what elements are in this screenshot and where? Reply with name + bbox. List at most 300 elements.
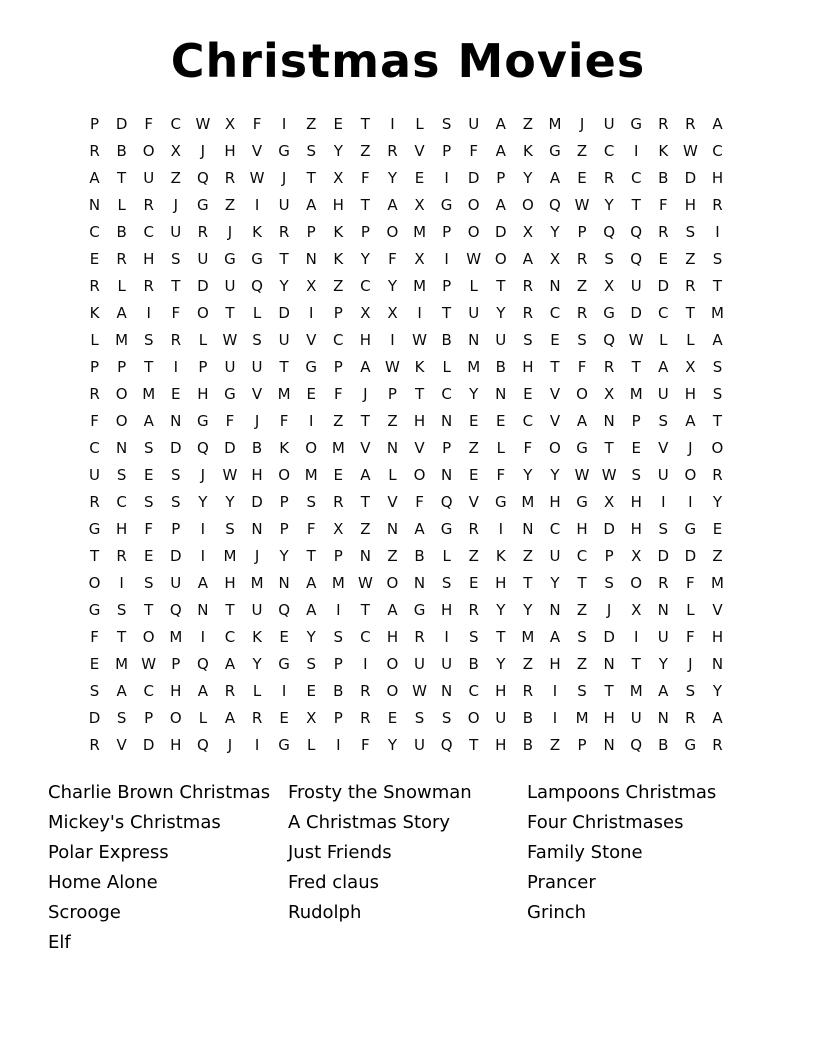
- grid-cell: Y: [496, 655, 506, 673]
- word-list-item: Family Stone: [527, 842, 643, 863]
- grid-cell: T: [631, 655, 641, 673]
- grid-cell: X: [603, 385, 615, 403]
- grid-cell: S: [116, 601, 127, 619]
- grid-cell: I: [363, 655, 368, 673]
- grid-cell: T: [550, 358, 560, 376]
- grid-cell: C: [549, 304, 561, 322]
- grid-cell: K: [279, 439, 290, 457]
- grid-cell: F: [306, 520, 316, 538]
- grid-cell: Q: [251, 277, 263, 295]
- grid-cell: W: [601, 466, 617, 484]
- grid-cell: Z: [468, 547, 479, 565]
- grid-cell: Y: [252, 655, 262, 673]
- grid-cell: Q: [549, 196, 561, 214]
- grid-cell: A: [712, 709, 723, 727]
- grid-cell: D: [224, 439, 236, 457]
- grid-cell: P: [442, 277, 452, 295]
- grid-cell: R: [89, 142, 100, 160]
- grid-cell: V: [549, 412, 561, 430]
- grid-cell: E: [171, 385, 181, 403]
- grid-cell: A: [685, 412, 696, 430]
- grid-cell: I: [200, 547, 206, 565]
- grid-cell: O: [630, 574, 643, 592]
- grid-cell: L: [252, 682, 262, 700]
- grid-cell: M: [115, 331, 129, 349]
- grid-cell: G: [576, 493, 588, 511]
- grid-cell: A: [495, 196, 506, 214]
- grid-cell: T: [144, 601, 154, 619]
- grid-cell: H: [630, 520, 642, 538]
- grid-cell: S: [468, 628, 479, 646]
- grid-cell: W: [574, 196, 590, 214]
- grid-cell: F: [361, 736, 370, 754]
- grid-cell: U: [495, 331, 507, 349]
- grid-cell: E: [712, 520, 723, 538]
- grid-cell: M: [250, 574, 264, 592]
- grid-cell: X: [631, 547, 642, 565]
- grid-cell: S: [685, 682, 696, 700]
- grid-cell: N: [549, 601, 561, 619]
- grid-cell: F: [171, 304, 181, 322]
- grid-cell: I: [417, 304, 422, 322]
- grid-cell: T: [496, 277, 506, 295]
- grid-cell: R: [685, 709, 696, 727]
- word-list-item: Grinch: [527, 902, 587, 923]
- grid-cell: E: [333, 466, 344, 484]
- grid-cell: S: [712, 250, 723, 268]
- grid-cell: D: [630, 304, 642, 322]
- grid-cell: P: [144, 709, 154, 727]
- grid-cell: E: [143, 547, 154, 565]
- grid-cell: I: [444, 169, 449, 187]
- grid-cell: Y: [387, 277, 398, 295]
- grid-cell: R: [251, 709, 263, 727]
- grid-cell: B: [414, 547, 425, 565]
- grid-cell: Z: [333, 277, 344, 295]
- grid-cell: S: [171, 250, 181, 268]
- grid-cell: O: [549, 439, 561, 457]
- grid-cell: S: [306, 493, 316, 511]
- grid-cell: Q: [630, 736, 643, 754]
- grid-cell: O: [684, 466, 697, 484]
- grid-cell: Y: [712, 682, 723, 700]
- grid-cell: T: [225, 304, 235, 322]
- grid-cell: Y: [550, 574, 560, 592]
- grid-cell: U: [224, 358, 236, 376]
- grid-cell: T: [225, 601, 235, 619]
- word-list-item: Prancer: [527, 872, 596, 893]
- grid-cell: G: [197, 196, 209, 214]
- grid-cell: S: [577, 682, 587, 700]
- grid-cell: Y: [360, 250, 370, 268]
- grid-cell: R: [143, 277, 154, 295]
- grid-cell: C: [712, 142, 723, 160]
- grid-cell: O: [169, 709, 182, 727]
- grid-cell: X: [603, 493, 615, 511]
- grid-cell: C: [603, 142, 615, 160]
- grid-cell: T: [117, 628, 127, 646]
- grid-cell: A: [658, 358, 669, 376]
- grid-cell: I: [254, 736, 260, 754]
- grid-cell: N: [495, 385, 507, 403]
- grid-cell: G: [278, 655, 290, 673]
- grid-cell: G: [684, 736, 697, 754]
- grid-cell: S: [577, 628, 587, 646]
- grid-cell: M: [521, 493, 535, 511]
- grid-cell: V: [414, 439, 425, 457]
- grid-cell: J: [254, 412, 260, 430]
- grid-cell: T: [360, 115, 370, 133]
- grid-cell: L: [198, 709, 208, 727]
- grid-cell: W: [628, 331, 644, 349]
- grid-cell: N: [549, 277, 561, 295]
- grid-cell: J: [688, 655, 693, 673]
- grid-cell: X: [414, 250, 425, 268]
- grid-cell: P: [90, 358, 100, 376]
- grid-cell: H: [170, 682, 182, 700]
- grid-cell: Y: [225, 493, 235, 511]
- grid-cell: K: [333, 250, 344, 268]
- grid-cell: N: [711, 655, 724, 673]
- grid-cell: S: [143, 574, 154, 592]
- grid-cell: B: [116, 142, 127, 160]
- grid-cell: C: [170, 115, 182, 133]
- grid-cell: I: [254, 196, 260, 214]
- grid-cell: I: [390, 331, 395, 349]
- grid-cell: U: [414, 655, 426, 673]
- grid-cell: Q: [630, 250, 643, 268]
- grid-cell: U: [89, 466, 101, 484]
- grid-cell: M: [115, 655, 129, 673]
- grid-cell: E: [333, 115, 344, 133]
- grid-cell: P: [442, 223, 452, 241]
- grid-cell: E: [143, 466, 154, 484]
- grid-cell: X: [170, 142, 181, 160]
- grid-cell: B: [333, 682, 344, 700]
- grid-cell: U: [441, 655, 453, 673]
- grid-cell: H: [224, 574, 236, 592]
- grid-cell: G: [413, 601, 426, 619]
- grid-cell: S: [441, 709, 452, 727]
- grid-cell: C: [522, 412, 534, 430]
- grid-cell: Z: [522, 655, 533, 673]
- grid-cell: Z: [576, 277, 588, 295]
- grid-cell: E: [550, 331, 560, 349]
- grid-cell: U: [224, 277, 236, 295]
- grid-cell: R: [522, 304, 534, 322]
- grid-cell: L: [198, 331, 208, 349]
- grid-cell: H: [711, 169, 724, 187]
- grid-cell: P: [171, 655, 181, 673]
- grid-cell: I: [390, 115, 395, 133]
- grid-cell: M: [331, 439, 345, 457]
- grid-cell: D: [467, 169, 480, 187]
- grid-cell: N: [441, 466, 453, 484]
- grid-cell: R: [89, 277, 100, 295]
- grid-cell: E: [468, 412, 479, 430]
- grid-cell: L: [388, 466, 397, 484]
- grid-cell: T: [712, 277, 723, 295]
- grid-cell: E: [468, 574, 479, 592]
- grid-cell: P: [333, 655, 343, 673]
- grid-cell: U: [549, 547, 561, 565]
- grid-cell: Z: [224, 196, 236, 214]
- grid-cell: W: [574, 466, 590, 484]
- grid-cell: W: [466, 250, 482, 268]
- grid-cell: T: [89, 547, 100, 565]
- grid-cell: W: [385, 358, 400, 376]
- grid-cell: S: [712, 358, 723, 376]
- grid-cell: H: [495, 736, 507, 754]
- grid-cell: Q: [603, 331, 616, 349]
- grid-cell: D: [88, 709, 101, 727]
- grid-cell: D: [495, 223, 507, 241]
- grid-cell: T: [306, 547, 316, 565]
- grid-cell: S: [306, 142, 316, 160]
- grid-cell: G: [224, 385, 236, 403]
- grid-cell: Z: [468, 439, 479, 457]
- grid-cell: E: [279, 628, 289, 646]
- grid-cell: R: [333, 493, 344, 511]
- grid-cell: X: [306, 709, 317, 727]
- grid-cell: U: [170, 574, 182, 592]
- grid-cell: T: [496, 628, 506, 646]
- grid-cell: V: [251, 142, 263, 160]
- grid-cell: B: [658, 169, 669, 187]
- grid-cell: C: [441, 385, 452, 403]
- grid-cell: Y: [387, 169, 398, 187]
- grid-cell: N: [197, 601, 209, 619]
- grid-cell: B: [658, 736, 669, 754]
- grid-cell: E: [414, 169, 425, 187]
- grid-cell: N: [386, 439, 399, 457]
- grid-cell: F: [144, 520, 154, 538]
- grid-cell: S: [143, 439, 154, 457]
- grid-cell: O: [386, 223, 399, 241]
- grid-cell: E: [306, 385, 316, 403]
- grid-cell: M: [169, 628, 183, 646]
- grid-cell: R: [89, 385, 100, 403]
- grid-cell: C: [576, 547, 588, 565]
- grid-cell: S: [89, 682, 100, 700]
- grid-cell: S: [171, 466, 181, 484]
- grid-cell: U: [170, 223, 182, 241]
- grid-cell: I: [308, 304, 314, 322]
- grid-cell: Y: [658, 655, 668, 673]
- grid-cell: R: [116, 547, 127, 565]
- grid-cell: F: [415, 493, 424, 511]
- grid-cell: G: [224, 250, 236, 268]
- grid-cell: R: [576, 250, 588, 268]
- grid-cell: S: [333, 628, 344, 646]
- grid-cell: E: [306, 682, 316, 700]
- grid-cell: F: [388, 250, 397, 268]
- grid-cell: I: [688, 493, 693, 511]
- grid-cell: G: [630, 115, 643, 133]
- grid-cell: W: [195, 115, 211, 133]
- grid-cell: Y: [469, 385, 479, 403]
- grid-cell: N: [386, 520, 399, 538]
- grid-cell: Y: [604, 196, 614, 214]
- grid-cell: T: [360, 493, 370, 511]
- grid-cell: R: [603, 169, 615, 187]
- grid-cell: C: [468, 682, 479, 700]
- grid-cell: F: [469, 142, 479, 160]
- grid-cell: S: [143, 331, 154, 349]
- grid-cell: G: [88, 601, 101, 619]
- grid-cell: C: [224, 628, 236, 646]
- grid-cell: M: [629, 385, 643, 403]
- grid-cell: I: [633, 628, 639, 646]
- grid-cell: V: [251, 385, 263, 403]
- grid-cell: A: [360, 358, 371, 376]
- grid-cell: Z: [576, 142, 588, 160]
- grid-cell: D: [603, 628, 615, 646]
- grid-cell: Q: [169, 601, 182, 619]
- grid-cell: X: [387, 304, 398, 322]
- grid-cell: N: [603, 412, 615, 430]
- grid-cell: E: [89, 250, 100, 268]
- grid-cell: O: [386, 655, 399, 673]
- grid-cell: O: [142, 628, 155, 646]
- word-list-item: Mickey's Christmas: [48, 812, 221, 833]
- grid-cell: T: [279, 358, 289, 376]
- grid-cell: O: [142, 142, 155, 160]
- grid-cell: J: [254, 547, 260, 565]
- grid-cell: J: [363, 385, 368, 403]
- grid-cell: A: [414, 520, 425, 538]
- grid-cell: K: [522, 142, 533, 160]
- grid-cell: I: [498, 520, 503, 538]
- grid-cell: T: [360, 196, 370, 214]
- grid-cell: J: [281, 169, 287, 187]
- grid-cell: R: [278, 223, 290, 241]
- grid-cell: U: [630, 277, 642, 295]
- grid-cell: D: [684, 169, 697, 187]
- grid-cell: U: [603, 115, 615, 133]
- grid-cell: B: [441, 331, 452, 349]
- grid-cell: G: [576, 439, 588, 457]
- grid-cell: W: [141, 655, 157, 673]
- grid-cell: N: [657, 601, 669, 619]
- grid-cell: D: [278, 304, 290, 322]
- grid-cell: Y: [496, 304, 506, 322]
- word-list-item: Four Christmases: [527, 812, 684, 833]
- grid-cell: C: [549, 520, 561, 538]
- grid-cell: Y: [306, 628, 316, 646]
- grid-cell: R: [360, 682, 371, 700]
- grid-cell: K: [252, 223, 262, 241]
- grid-cell: S: [523, 331, 533, 349]
- grid-cell: S: [171, 493, 181, 511]
- grid-cell: N: [657, 709, 669, 727]
- grid-cell: P: [117, 358, 127, 376]
- grid-cell: A: [387, 196, 398, 214]
- grid-cell: A: [143, 412, 154, 430]
- grid-cell: H: [495, 682, 507, 700]
- grid-cell: F: [361, 169, 370, 187]
- word-list-item: Rudolph: [288, 902, 362, 923]
- grid-cell: O: [88, 574, 101, 592]
- page-title: Christmas Movies: [170, 34, 646, 88]
- grid-cell: X: [603, 277, 615, 295]
- grid-cell: F: [523, 439, 533, 457]
- grid-cell: Q: [196, 736, 209, 754]
- grid-cell: T: [360, 412, 370, 430]
- grid-cell: T: [117, 169, 127, 187]
- grid-cell: G: [440, 196, 453, 214]
- word-list-item: Just Friends: [288, 842, 392, 863]
- grid-cell: P: [442, 142, 452, 160]
- word-list-column-3: [527, 778, 757, 928]
- grid-cell: T: [712, 412, 723, 430]
- word-list-item: Scrooge: [48, 902, 121, 923]
- grid-cell: R: [468, 520, 479, 538]
- grid-cell: Q: [196, 439, 209, 457]
- grid-cell: V: [712, 601, 723, 619]
- grid-cell: K: [414, 358, 425, 376]
- grid-cell: X: [549, 250, 561, 268]
- grid-cell: I: [661, 493, 666, 511]
- grid-cell: L: [90, 331, 99, 349]
- grid-cell: E: [658, 250, 669, 268]
- grid-cell: H: [143, 250, 155, 268]
- grid-cell: P: [171, 520, 181, 538]
- grid-cell: X: [224, 115, 236, 133]
- grid-cell: O: [386, 682, 399, 700]
- grid-cell: Y: [550, 223, 560, 241]
- grid-cell: D: [115, 115, 128, 133]
- grid-cell: V: [360, 439, 371, 457]
- grid-cell: S: [225, 520, 235, 538]
- grid-cell: I: [552, 682, 558, 700]
- grid-cell: S: [631, 466, 641, 484]
- grid-cell: I: [444, 628, 449, 646]
- grid-cell: U: [414, 736, 426, 754]
- grid-cell: O: [494, 250, 507, 268]
- grid-cell: L: [415, 115, 424, 133]
- grid-cell: N: [116, 439, 128, 457]
- grid-cell: H: [170, 736, 182, 754]
- grid-cell: N: [468, 331, 480, 349]
- grid-cell: H: [359, 331, 371, 349]
- grid-cell: R: [522, 277, 534, 295]
- grid-cell: A: [306, 196, 317, 214]
- grid-cell: J: [173, 196, 178, 214]
- grid-cell: R: [224, 682, 236, 700]
- grid-cell: L: [442, 358, 451, 376]
- grid-cell: L: [307, 736, 316, 754]
- grid-cell: X: [306, 277, 317, 295]
- grid-cell: U: [468, 304, 480, 322]
- grid-cell: L: [442, 547, 451, 565]
- grid-cell: S: [712, 385, 723, 403]
- grid-cell: O: [413, 466, 426, 484]
- grid-cell: Z: [170, 169, 181, 187]
- grid-cell: V: [549, 385, 561, 403]
- grid-cell: O: [711, 439, 724, 457]
- grid-cell: R: [89, 736, 100, 754]
- grid-cell: C: [333, 331, 344, 349]
- grid-cell: T: [144, 358, 154, 376]
- grid-cell: H: [386, 628, 399, 646]
- grid-cell: Z: [576, 601, 588, 619]
- grid-cell: O: [196, 304, 209, 322]
- grid-cell: U: [657, 466, 669, 484]
- grid-cell: U: [278, 196, 290, 214]
- grid-cell: R: [468, 601, 479, 619]
- grid-cell: G: [603, 304, 615, 322]
